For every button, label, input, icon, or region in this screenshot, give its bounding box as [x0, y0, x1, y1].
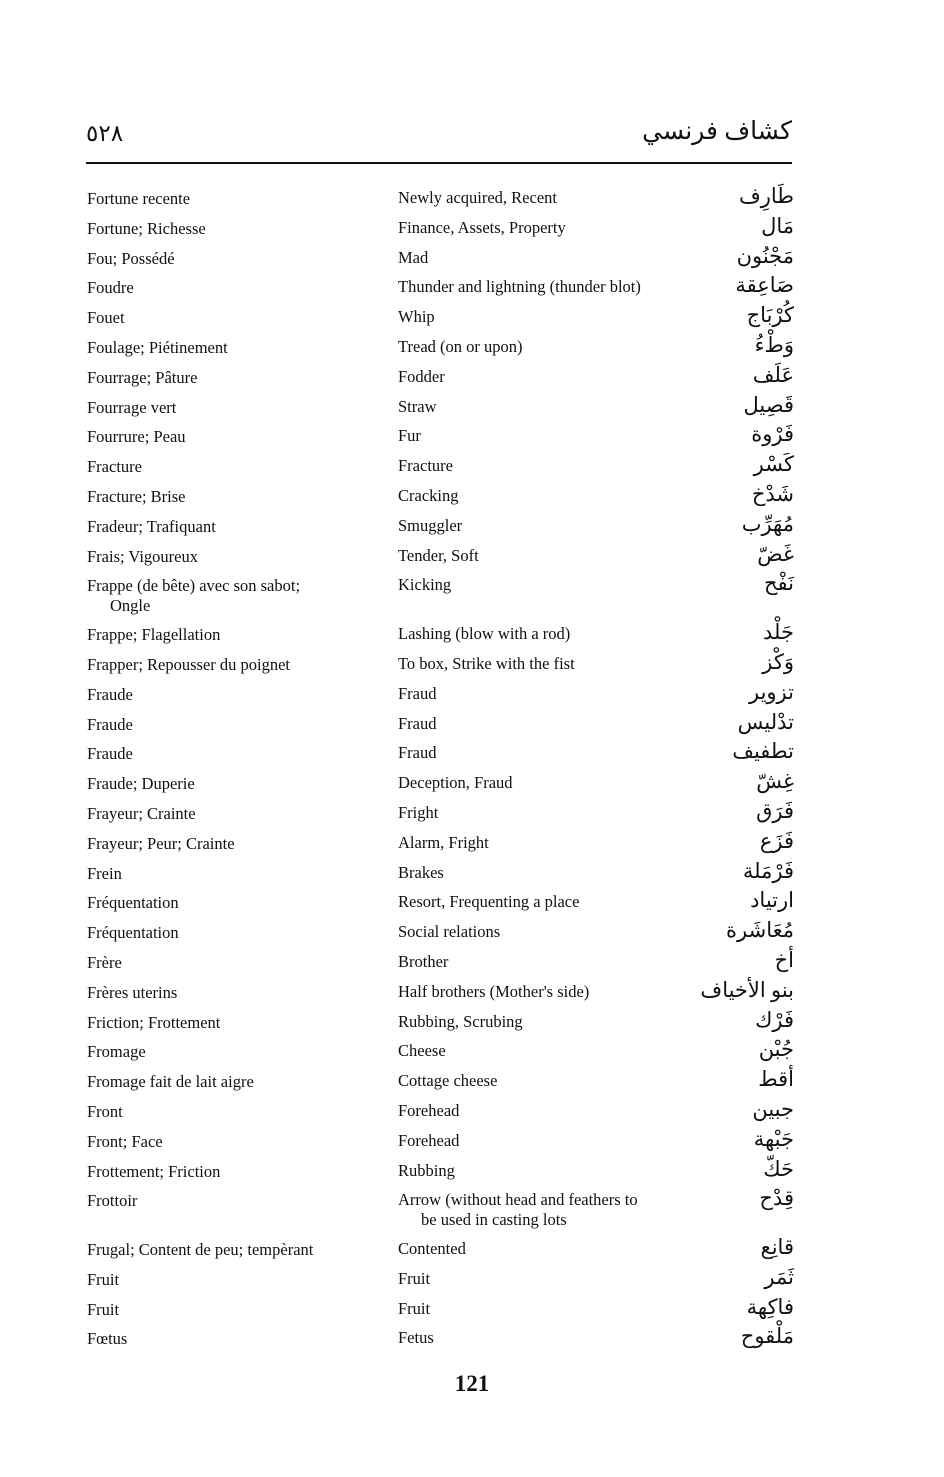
- french-term-text: Friction; Frottement: [87, 1012, 221, 1032]
- french-term-text: Fourrage vert: [87, 397, 177, 417]
- arabic-term: تزوير: [748, 679, 794, 704]
- french-term: [87, 655, 377, 675]
- french-term: [87, 804, 377, 824]
- english-term: [398, 1328, 688, 1348]
- french-term: [87, 953, 377, 973]
- glossary-entry: [0, 798, 944, 831]
- glossary-entry: [0, 1069, 944, 1099]
- english-term-text: Fracture: [398, 456, 453, 476]
- french-term-text: Fréquentation: [87, 893, 179, 913]
- french-term-text: Fradeur; Trafiquant: [87, 516, 216, 536]
- french-term: [87, 715, 377, 735]
- glossary-entry: [0, 1326, 944, 1356]
- french-term: [87, 1072, 377, 1092]
- arabic-term: مَال: [761, 213, 794, 238]
- arabic-term: بنو الأخياف: [700, 977, 794, 1002]
- french-term: [87, 1329, 377, 1349]
- french-term: [87, 278, 377, 298]
- french-term: [87, 398, 377, 418]
- arabic-term: غِشّ: [756, 769, 794, 794]
- french-term: [87, 1300, 377, 1320]
- english-term-text: Contented: [398, 1239, 466, 1259]
- arabic-term: شَدْخ: [751, 481, 794, 506]
- english-term-text: Newly acquired, Recent: [398, 188, 557, 207]
- glossary-entry: [0, 186, 944, 216]
- english-term: [398, 397, 688, 417]
- english-term-text: Cottage cheese: [398, 1071, 498, 1091]
- french-term-text: Fraude; Duperie: [87, 774, 195, 794]
- french-term-text: Front; Face: [87, 1131, 163, 1151]
- english-term: [398, 892, 688, 912]
- french-term-text: Fortune; Richesse: [87, 218, 206, 238]
- french-term-text: Fourrure; Peau: [87, 427, 186, 447]
- english-term-text: Forehead: [398, 1130, 460, 1150]
- french-term-text: Fromage: [87, 1042, 146, 1062]
- arabic-term: قِدْح: [759, 1186, 794, 1211]
- english-term-text: Smuggler: [398, 515, 463, 535]
- english-term: [398, 546, 688, 566]
- english-term: [398, 1161, 688, 1181]
- glossary-entry: [0, 679, 944, 712]
- english-term: [398, 188, 688, 208]
- english-term-text: Rubbing, Scrubing: [398, 1011, 523, 1031]
- french-term-text: Frappe (de bête) avec son sabot;: [87, 576, 301, 596]
- english-term-text: Cracking: [398, 485, 459, 505]
- french-term: [87, 1132, 377, 1152]
- french-term: [87, 1270, 377, 1290]
- english-term-text: Fetus: [398, 1328, 434, 1348]
- french-term-text: Frères uterins: [87, 982, 178, 1002]
- french-term-text: Frayeur; Crainte: [87, 803, 196, 823]
- glossary-entry: [0, 920, 944, 950]
- arabic-term: عَلَف: [752, 362, 794, 387]
- french-term-text: Front: [87, 1101, 123, 1121]
- english-term-text: Brakes: [398, 862, 444, 882]
- english-term-text: Arrow (without head and feathers to: [398, 1190, 638, 1210]
- glossary-entry: [0, 741, 944, 771]
- english-term: [398, 218, 688, 238]
- arabic-term: مَجْنُون: [736, 243, 794, 268]
- english-term-text: To box, Strike with the fist: [398, 653, 575, 673]
- english-term-text: Brother: [398, 951, 449, 971]
- arabic-term: تطفيف: [732, 739, 794, 764]
- arabic-term: كَسْر: [753, 452, 794, 477]
- glossary-entry: [0, 213, 944, 246]
- arabic-term: مُهَرِّب: [741, 511, 794, 536]
- french-term: [87, 1013, 377, 1033]
- arabic-term: جَبْهة: [753, 1126, 794, 1151]
- english-term-text: Resort, Frequenting a place: [398, 892, 580, 912]
- english-term: [398, 654, 688, 674]
- glossary-entry: [0, 1264, 944, 1297]
- english-term: [398, 833, 688, 853]
- english-term-text: Tread (on or upon): [398, 336, 523, 356]
- french-term: [87, 487, 377, 507]
- french-term-text: Foudre: [87, 278, 134, 298]
- french-term: [87, 576, 377, 616]
- glossary-entry: [0, 1188, 944, 1237]
- english-term: [398, 248, 688, 268]
- glossary-entry: [0, 424, 944, 454]
- french-term-text: Fruit: [87, 1299, 120, 1319]
- arabic-term: تدْليس: [737, 709, 794, 734]
- page-number: 121: [454, 1371, 490, 1396]
- arabic-term: ثَمَر: [764, 1264, 794, 1289]
- glossary-entry: [0, 454, 944, 484]
- english-term: [398, 277, 688, 297]
- french-term: [87, 774, 377, 794]
- french-term: [87, 685, 377, 705]
- english-term: [398, 337, 688, 357]
- english-term: [398, 1131, 688, 1151]
- french-term-text: Fœtus: [87, 1329, 128, 1349]
- french-term: [87, 249, 377, 269]
- english-term: [398, 575, 688, 595]
- french-term-text: Fraude: [87, 684, 133, 704]
- french-term: [87, 1042, 377, 1062]
- glossary-entry: [0, 1126, 944, 1159]
- french-term-text: Frottement; Friction: [87, 1161, 221, 1181]
- english-term: [398, 1299, 688, 1319]
- english-term: [398, 863, 688, 883]
- french-term: [87, 457, 377, 477]
- glossary-entry: [0, 1007, 944, 1040]
- french-term: [87, 1102, 377, 1122]
- arabic-term: وَكْز: [762, 649, 794, 674]
- french-term-text: Fouet: [87, 308, 125, 328]
- english-term: [398, 426, 688, 446]
- english-term: [398, 1101, 688, 1121]
- english-term: [398, 1071, 688, 1091]
- page-title: كشاف فرنسي: [642, 118, 792, 145]
- english-term: [398, 1012, 688, 1032]
- french-term-text: Frapper; Repousser du poignet: [87, 654, 291, 674]
- english-term-text: Alarm, Fright: [398, 832, 489, 852]
- english-term-text: Fur: [398, 426, 421, 446]
- french-term: [87, 338, 377, 358]
- french-term-text: Fraude: [87, 714, 133, 734]
- english-term: [398, 743, 688, 763]
- glossary-entry: [0, 709, 944, 742]
- arabic-term: قَصِيل: [743, 392, 794, 417]
- english-term: [398, 1041, 688, 1061]
- english-term: [398, 1190, 688, 1230]
- french-term: [87, 864, 377, 884]
- french-term-text: Frein: [87, 863, 122, 883]
- french-term: [87, 923, 377, 943]
- english-term-text: Forehead: [398, 1100, 460, 1120]
- french-term: [87, 427, 377, 447]
- english-term-text: Deception, Fraud: [398, 773, 513, 793]
- english-term-text: Tender, Soft: [398, 545, 479, 565]
- french-term: [87, 1191, 377, 1211]
- header-rule: [86, 162, 792, 164]
- arabic-term: فاكِهة: [746, 1294, 794, 1319]
- glossary-entry: [0, 890, 944, 920]
- french-term-text: Fréquentation: [87, 923, 179, 943]
- arabic-term: وَطْءُ: [754, 332, 794, 357]
- arabic-term: قانِع: [760, 1235, 794, 1260]
- glossary-entry: [0, 771, 944, 801]
- english-term-text: Fruit: [398, 1268, 431, 1288]
- french-term: [87, 1240, 377, 1260]
- english-term-text: Thunder and lightning (thunder blot): [398, 277, 641, 297]
- glossary-entry: [0, 332, 944, 365]
- arabic-term: صَاعِقة: [735, 273, 794, 298]
- french-term-text: Frère: [87, 952, 122, 972]
- french-term: [87, 308, 377, 328]
- glossary-entry: [0, 828, 944, 861]
- glossary-entry: [0, 1039, 944, 1069]
- glossary-entry: [0, 649, 944, 682]
- arabic-term: جُبْن: [758, 1037, 794, 1062]
- french-term-text: Fou; Possédé: [87, 248, 175, 268]
- english-term: [398, 516, 688, 536]
- arabic-term: أخ: [774, 947, 794, 972]
- arabic-term: حَكّ: [763, 1156, 794, 1181]
- glossary-entry: [0, 481, 944, 514]
- english-term: [398, 922, 688, 942]
- english-term-text: Social relations: [398, 922, 501, 942]
- english-term-text: Straw: [398, 396, 437, 416]
- glossary-entry: [0, 392, 944, 425]
- arabic-term: فَرْك: [755, 1007, 794, 1032]
- glossary-entry: [0, 1096, 944, 1129]
- french-term-text: Fracture; Brise: [87, 486, 186, 506]
- page-number-arabic: ٥٢٨: [86, 121, 124, 146]
- english-term-text: Whip: [398, 307, 435, 327]
- arabic-term: جَلْد: [763, 620, 794, 645]
- french-term-text: Fracture: [87, 457, 142, 477]
- arabic-term: مُعَاشَرة: [726, 918, 794, 943]
- arabic-term: جبين: [752, 1096, 794, 1121]
- glossary-entry: [0, 573, 944, 622]
- french-term: [87, 368, 377, 388]
- glossary-entry: [0, 622, 944, 652]
- english-term: [398, 307, 688, 327]
- english-term: [398, 624, 688, 644]
- english-term-text: Rubbing: [398, 1160, 455, 1180]
- french-term: [87, 983, 377, 1003]
- glossary-entry: [0, 362, 944, 395]
- english-term-text: Fraud: [398, 713, 437, 733]
- glossary-entry: [0, 243, 944, 276]
- french-term-text: Frayeur; Peur; Crainte: [87, 833, 235, 853]
- french-term-continuation: Ongle: [110, 596, 151, 616]
- english-term-text: Cheese: [398, 1041, 446, 1061]
- glossary-entry: [0, 977, 944, 1010]
- english-term: [398, 714, 688, 734]
- arabic-term: غَضّ: [757, 541, 794, 566]
- arabic-term: كُرْبَاج: [746, 303, 794, 328]
- french-term: [87, 625, 377, 645]
- glossary-entry: [0, 1156, 944, 1189]
- french-term: [87, 189, 377, 209]
- arabic-term: مَلْقوح: [740, 1324, 794, 1349]
- french-term: [87, 834, 377, 854]
- glossary-entry: [0, 947, 944, 980]
- french-term: [87, 219, 377, 239]
- french-term-text: Frugal; Content de peu; tempèrant: [87, 1240, 314, 1260]
- english-term: [398, 773, 688, 793]
- french-term-text: Fortune recente: [87, 189, 191, 208]
- arabic-term: أقط: [758, 1067, 794, 1092]
- glossary-entry: [0, 1237, 944, 1267]
- english-term: [398, 982, 688, 1002]
- arabic-term: نَفْح: [763, 571, 794, 596]
- french-term: [87, 893, 377, 913]
- french-term-text: Fraude: [87, 744, 133, 764]
- english-term-text: Fodder: [398, 366, 445, 386]
- glossary-entry: [0, 1294, 944, 1327]
- english-term: [398, 456, 688, 476]
- english-term: [398, 1239, 688, 1259]
- french-term: [87, 744, 377, 764]
- english-term-text: Lashing (blow with a rod): [398, 624, 571, 644]
- english-term: [398, 1269, 688, 1289]
- glossary-entry: [0, 511, 944, 544]
- french-term-text: Fourrage; Pâture: [87, 367, 198, 387]
- french-term-text: Frais; Vigoureux: [87, 546, 198, 566]
- glossary-entry: [0, 275, 944, 305]
- english-term: [398, 803, 688, 823]
- arabic-term: ارتياد: [750, 888, 794, 913]
- english-term-continuation: be used in casting lots: [421, 1210, 567, 1230]
- french-term-text: Frappe; Flagellation: [87, 625, 221, 645]
- english-term-text: Fruit: [398, 1298, 431, 1318]
- glossary-entry: [0, 541, 944, 574]
- english-term-text: Half brothers (Mother's side): [398, 981, 590, 1001]
- french-term-text: Fromage fait de lait aigre: [87, 1072, 254, 1092]
- english-term-text: Finance, Assets, Property: [398, 217, 566, 237]
- arabic-term: فَرْوة: [751, 422, 794, 447]
- french-term-text: Fruit: [87, 1269, 120, 1289]
- french-term: [87, 547, 377, 567]
- arabic-term: طَارِف: [738, 184, 794, 208]
- english-term: [398, 367, 688, 387]
- english-term-text: Fraud: [398, 683, 437, 703]
- glossary-entries: [0, 186, 944, 1356]
- french-term: [87, 1162, 377, 1182]
- arabic-term: فَرَق: [756, 798, 794, 823]
- glossary-entry: [0, 305, 944, 335]
- english-term: [398, 486, 688, 506]
- english-term-text: Fright: [398, 802, 439, 822]
- english-term: [398, 952, 688, 972]
- arabic-term: فَرْمَلة: [742, 858, 794, 883]
- glossary-entry: [0, 858, 944, 891]
- french-term: [87, 517, 377, 537]
- english-term-text: Mad: [398, 247, 429, 267]
- french-term-text: Foulage; Piétinement: [87, 337, 228, 357]
- arabic-term: فَزَع: [759, 828, 794, 853]
- english-term-text: Kicking: [398, 575, 452, 595]
- english-term: [398, 684, 688, 704]
- english-term-text: Fraud: [398, 743, 437, 763]
- french-term-text: Frottoir: [87, 1191, 138, 1211]
